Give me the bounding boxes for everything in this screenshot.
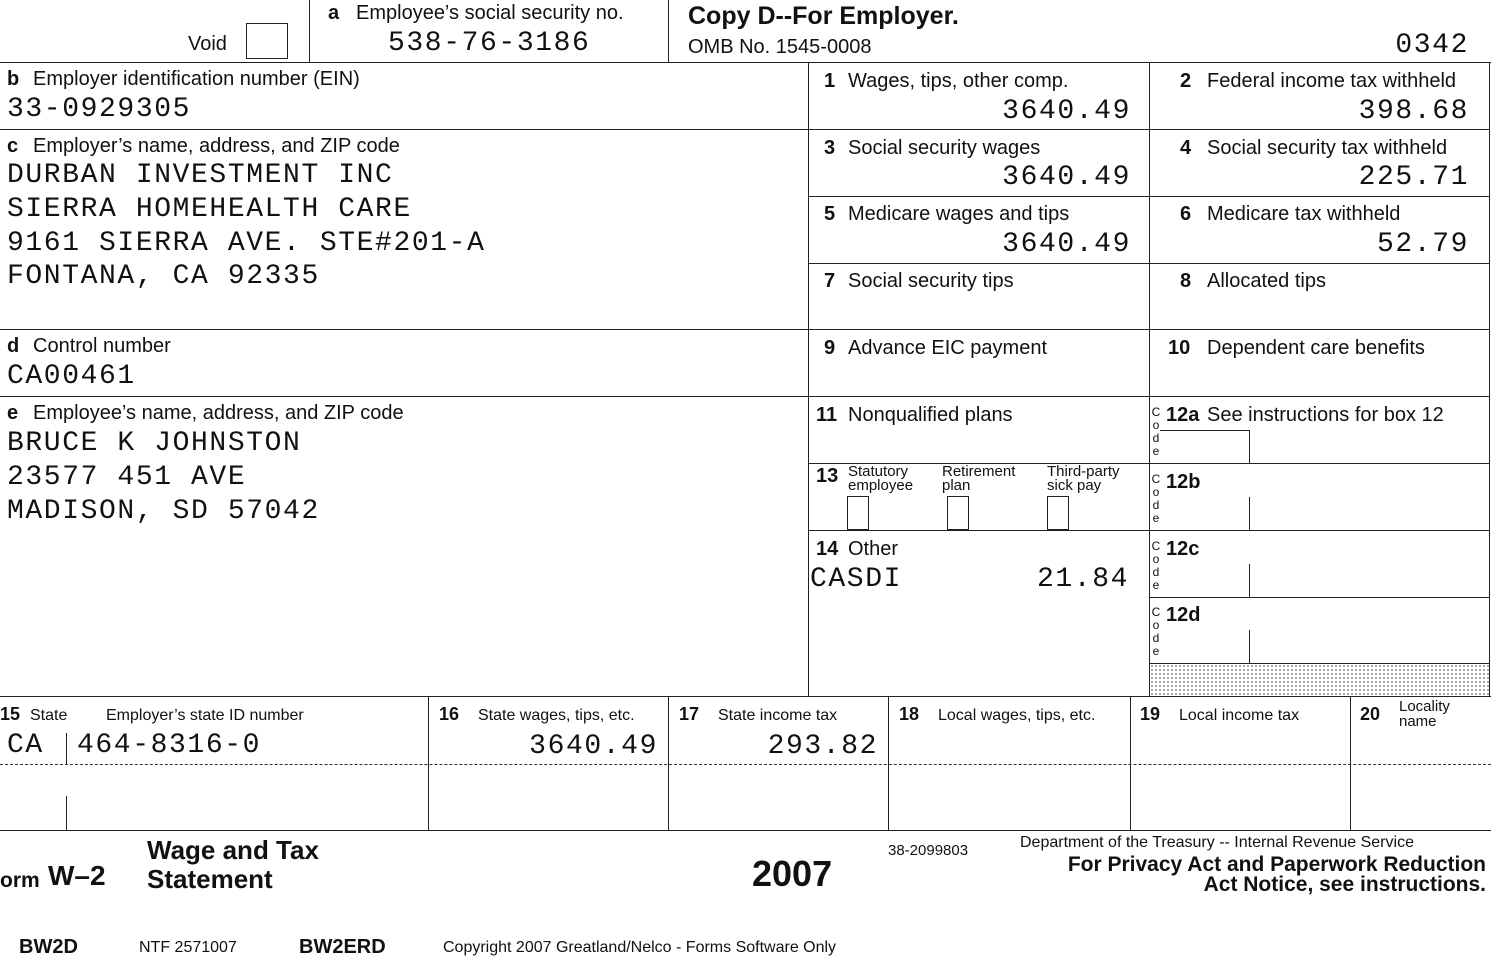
box12a-num: 12a (1166, 404, 1200, 426)
box13-thirdparty-line2: sick pay (1047, 477, 1102, 494)
box15-num: 15 (0, 704, 21, 724)
box19-label: Local income tax (1179, 707, 1300, 724)
box5-num: 5 (824, 203, 836, 225)
employer-city-line: FONTANA, CA 92335 (7, 261, 320, 292)
employer-name-line-2: SIERRA HOMEHEALTH CARE (7, 194, 412, 225)
rule-state-15-16 (428, 696, 429, 830)
rule-state-16-17 (668, 696, 669, 830)
box16-label: State wages, tips, etc. (478, 707, 635, 724)
rule-c-d (0, 329, 808, 330)
rule-right-columns (1149, 62, 1150, 696)
box4-value: 225.71 (1358, 162, 1469, 193)
box18-label: Local wages, tips, etc. (938, 707, 1096, 724)
rule-right-edge (1489, 62, 1490, 696)
box5-label: Medicare wages and tips (848, 203, 1070, 225)
shaded-area (1150, 664, 1489, 696)
rule-void-ssn (309, 0, 310, 62)
void-checkbox[interactable] (246, 23, 288, 59)
box19-num: 19 (1140, 704, 1161, 724)
rule-left-right-split (808, 62, 809, 696)
control-letter: d (7, 335, 20, 357)
box12b-num: 12b (1166, 471, 1201, 493)
rule-12a-code (1249, 430, 1250, 463)
box1-label: Wages, tips, other comp. (848, 70, 1069, 92)
box2-label: Federal income tax withheld (1207, 70, 1457, 92)
box12c-num: 12c (1166, 538, 1200, 560)
box7-label: Social security tips (848, 270, 1014, 292)
employee-city: MADISON, SD 57042 (7, 496, 320, 527)
rule-row-11-13 (808, 463, 1490, 464)
box13-statutory-line1: Statutory (848, 463, 909, 480)
rule-state-19-20 (1350, 696, 1351, 830)
rule-12d-code (1249, 630, 1250, 663)
rule-row-1-3 (808, 129, 1490, 130)
box13-statutory-line2: employee (848, 477, 914, 494)
software-code-2: NTF 2571007 (139, 939, 237, 956)
box4-label: Social security tax withheld (1207, 137, 1448, 159)
ssn-letter: a (328, 2, 340, 24)
retirement-plan-checkbox[interactable] (947, 496, 969, 530)
box3-label: Social security wages (848, 137, 1041, 159)
box1-value: 3640.49 (1002, 96, 1131, 127)
box9-label: Advance EIC payment (848, 337, 1047, 359)
employer-name-line-1: DURBAN INVESTMENT INC (7, 160, 394, 191)
rule-row-12c-12d (1149, 597, 1490, 598)
box17-value: 293.82 (767, 731, 878, 762)
box13-retirement-line2: plan (942, 477, 971, 494)
box9-num: 9 (824, 337, 836, 359)
software-code-3: BW2ERD (299, 936, 386, 958)
box11-num: 11 (816, 404, 838, 426)
box8-label: Allocated tips (1207, 270, 1326, 292)
rule-state-bottom (0, 830, 1491, 831)
rule-row-5-7 (808, 263, 1490, 264)
box6-num: 6 (1180, 203, 1192, 225)
form-number: 0342 (1395, 30, 1469, 61)
ssn-value: 538-76-3186 (388, 28, 591, 59)
rule-row-9-11 (808, 396, 1490, 397)
department: Department of the Treasury -- Internal Revenue Service (1020, 834, 1414, 851)
box17-label: State income tax (718, 707, 838, 724)
box16-num: 16 (439, 704, 460, 724)
rule-12c-code (1249, 564, 1250, 597)
box12d-num: 12d (1166, 604, 1201, 626)
box13-num: 13 (816, 465, 839, 487)
box15-id-label: Employer’s state ID number (106, 707, 304, 724)
rule-row-7-9 (808, 329, 1490, 330)
form-name: W–2 (48, 860, 106, 891)
rule-12b-code (1249, 497, 1250, 530)
box12b-code-text: Code (1149, 472, 1163, 524)
box8-num: 8 (1180, 270, 1192, 292)
copy-title: Copy D--For Employer. (688, 2, 959, 30)
employer-address-line: 9161 SIERRA AVE. STE#201-A (7, 228, 486, 259)
rule-state-dashed (0, 764, 1491, 765)
box12d-code-text: Code (1149, 605, 1163, 657)
box2-value: 398.68 (1358, 96, 1469, 127)
box6-label: Medicare tax withheld (1207, 203, 1401, 225)
employee-letter: e (7, 402, 19, 424)
rule-b-c (0, 129, 808, 130)
box13-retirement-line1: Retirement (942, 463, 1016, 480)
tax-year: 2007 (752, 853, 833, 894)
rule-12a-code-h (1160, 430, 1249, 431)
third-party-sick-pay-checkbox[interactable] (1047, 496, 1069, 530)
copyright: Copyright 2007 Greatland/Nelco - Forms Software Only (443, 939, 837, 956)
employee-street: 23577 451 AVE (7, 462, 247, 493)
box14-item: CASDI (810, 564, 903, 595)
rule-state-18-19 (1130, 696, 1131, 830)
rule-state-17-18 (888, 696, 889, 830)
ssn-label: Employee’s social security no. (356, 2, 624, 24)
state-id-value: 464-8316-0 (77, 730, 262, 761)
box15-label: State (30, 707, 68, 724)
box6-value: 52.79 (1376, 229, 1469, 260)
rule-row-13-14 (808, 530, 1490, 531)
box14-value: 21.84 (1036, 564, 1129, 595)
software-code-1: BW2D (19, 936, 78, 958)
employer-name-label: Employer’s name, address, and ZIP code (33, 135, 400, 157)
void-label: Void (188, 33, 227, 55)
box20-num: 20 (1360, 704, 1381, 724)
employee-label: Employee’s name, address, and ZIP code (33, 402, 404, 424)
box13-thirdparty-line1: Third-party (1047, 463, 1120, 480)
omb-number: OMB No. 1545-0008 (688, 36, 872, 58)
box14-num: 14 (816, 538, 839, 560)
rule-row-3-5 (808, 196, 1490, 197)
control-label: Control number (33, 335, 171, 357)
box12c-code-text: Code (1149, 539, 1163, 591)
box16-value: 3640.49 (529, 731, 658, 762)
control-value: CA00461 (7, 361, 136, 392)
state-value: CA (7, 730, 44, 761)
rule-state-id-divider-2 (66, 796, 67, 830)
privacy-notice-line2: Act Notice, see instructions. (1203, 873, 1486, 896)
rule-ssn-copy (668, 0, 669, 62)
box11-label: Nonqualified plans (848, 404, 1013, 426)
form-word: orm (0, 869, 40, 892)
box10-num: 10 (1168, 337, 1191, 359)
box20-label-line2: name (1399, 713, 1437, 730)
box4-num: 4 (1180, 137, 1192, 159)
box12a-label: See instructions for box 12 (1207, 404, 1444, 426)
rule-d-e (0, 396, 808, 397)
box7-num: 7 (824, 270, 836, 292)
box3-value: 3640.49 (1002, 162, 1131, 193)
box10-label: Dependent care benefits (1207, 337, 1425, 359)
rule-state-top (0, 696, 1491, 697)
box17-num: 17 (679, 704, 700, 724)
ein-value: 33-0929305 (7, 94, 192, 125)
ein-label: Employer identification number (EIN) (33, 68, 360, 90)
rule-state-id-divider (66, 733, 67, 765)
box2-num: 2 (1180, 70, 1192, 92)
box14-label: Other (848, 538, 899, 560)
catalog-number: 38-2099803 (888, 842, 969, 859)
box1-num: 1 (824, 70, 836, 92)
privacy-notice-line1: For Privacy Act and Paperwork Reduction (1067, 853, 1486, 876)
box12a-code-text: Code (1149, 405, 1163, 457)
statutory-employee-checkbox[interactable] (847, 496, 869, 530)
box18-num: 18 (899, 704, 920, 724)
box5-value: 3640.49 (1002, 229, 1131, 260)
box3-num: 3 (824, 137, 836, 159)
rule-top-header (0, 62, 1491, 63)
employee-name: BRUCE K JOHNSTON (7, 428, 302, 459)
box20-label-line1: Locality (1399, 698, 1450, 715)
form-title-line1: Wage and Tax (147, 835, 319, 865)
employer-name-letter: c (7, 135, 19, 157)
ein-letter: b (7, 68, 20, 90)
form-title-line2: Statement (147, 864, 273, 894)
